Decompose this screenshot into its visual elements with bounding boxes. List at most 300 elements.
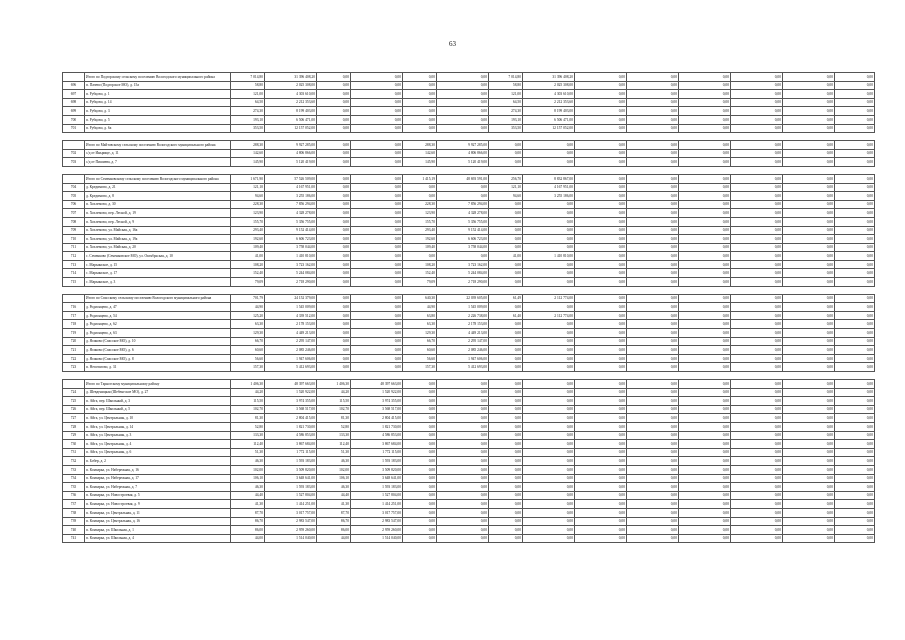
value-cell: 0,00 — [783, 303, 835, 312]
value-cell: 0,00 — [679, 397, 731, 406]
value-cell: 5 244 084,00 — [265, 269, 317, 278]
value-cell: 86,00 — [317, 526, 351, 535]
address-cell: п. Хохлемово, ул. Майская, д. 20 — [85, 243, 231, 252]
value-cell: 0,00 — [351, 354, 403, 363]
value-cell: 1 514 040,00 — [351, 534, 403, 543]
address-cell: с. Марьинское, д. 3 — [85, 278, 231, 287]
value-cell: 0,00 — [575, 294, 627, 303]
value-cell: 2 212 353,60 — [265, 98, 317, 107]
value-cell: 0,00 — [679, 158, 731, 167]
value-cell: 0,00 — [783, 294, 835, 303]
value-cell: 0,00 — [731, 149, 783, 158]
row-number-cell: 735 — [63, 483, 85, 492]
value-cell: 0,00 — [575, 363, 627, 372]
value-cell: 7 014,80 — [231, 73, 265, 82]
value-cell: 0,00 — [783, 278, 835, 287]
address-cell: п. Кончарка, ул. Набережная, д. 7 — [85, 483, 231, 492]
table-row — [63, 431, 875, 440]
value-cell: 0,00 — [679, 491, 731, 500]
value-cell: 0,00 — [627, 363, 679, 372]
value-cell: 0,00 — [575, 388, 627, 397]
value-cell: 0,00 — [627, 107, 679, 116]
value-cell: 0,00 — [437, 465, 489, 474]
value-cell: 0,00 — [679, 235, 731, 244]
address-cell: д. Родионцево, д. 62 — [85, 320, 231, 329]
value-cell: 0,00 — [679, 192, 731, 201]
value-cell: 0,00 — [575, 500, 627, 509]
value-cell: 12 157 052,00 — [523, 124, 575, 133]
value-cell: 0,00 — [731, 397, 783, 406]
value-cell: 0,00 — [523, 491, 575, 500]
value-cell: 0,00 — [351, 303, 403, 312]
value-cell: 0,00 — [489, 158, 523, 167]
value-cell: 81,30 — [231, 414, 265, 423]
value-cell: 0,00 — [523, 329, 575, 338]
address-cell: Итого по Тарногскому муниципальному району — [85, 380, 231, 389]
value-cell: 3 017 757,00 — [265, 508, 317, 517]
value-cell: 0,00 — [351, 329, 403, 338]
value-cell: 0,00 — [731, 209, 783, 218]
value-cell: 0,00 — [523, 141, 575, 150]
value-cell: 0,00 — [317, 98, 351, 107]
value-cell: 0,00 — [835, 422, 875, 431]
value-cell: 2 804 415,00 — [265, 414, 317, 423]
value-cell: 0,00 — [351, 90, 403, 99]
value-cell: 288,30 — [403, 141, 437, 150]
value-cell: 0,00 — [835, 73, 875, 82]
value-cell: 0,00 — [317, 329, 351, 338]
value-cell: 0,00 — [317, 141, 351, 150]
value-cell: 112,40 — [317, 440, 351, 449]
value-cell: 0,00 — [783, 534, 835, 543]
address-cell: п. Айга, ул. Центральная, д. 4 — [85, 440, 231, 449]
value-cell: 0,00 — [437, 483, 489, 492]
value-cell: 0,00 — [783, 200, 835, 209]
value-cell: 0,00 — [403, 508, 437, 517]
address-cell: п. Айга, ул. Центральная, д. 3 — [85, 431, 231, 440]
value-cell: 0,00 — [575, 235, 627, 244]
value-cell: 109,40 — [403, 243, 437, 252]
value-cell: 0,00 — [835, 303, 875, 312]
value-cell: 6 506 471,00 — [265, 115, 317, 124]
table-row — [63, 90, 875, 99]
section-spacer — [63, 372, 875, 380]
value-cell: 41,30 — [317, 500, 351, 509]
value-cell: 0,00 — [351, 81, 403, 90]
value-cell: 1 406,30 — [317, 380, 351, 389]
address-cell: с. Марьинское, д. 17 — [85, 269, 231, 278]
value-cell: 61,40 — [489, 311, 523, 320]
address-cell: п. Хохлемово, д. 30 — [85, 200, 231, 209]
value-cell: 0,00 — [835, 380, 875, 389]
row-number-cell: 733 — [63, 465, 85, 474]
value-cell: 0,00 — [523, 508, 575, 517]
value-cell: 0,00 — [627, 124, 679, 133]
value-cell: 94,60 — [231, 192, 265, 201]
value-cell: 0,00 — [835, 115, 875, 124]
table-row — [63, 303, 875, 312]
value-cell: 0,00 — [523, 158, 575, 167]
value-cell: 31 396 408,20 — [265, 73, 317, 82]
value-cell: 3 255 186,00 — [523, 192, 575, 201]
value-cell: 0,00 — [523, 209, 575, 218]
row-number-cell: 714 — [63, 269, 85, 278]
spacer-cell — [63, 133, 875, 141]
value-cell: 0,00 — [731, 192, 783, 201]
value-cell: 41,30 — [231, 500, 265, 509]
value-cell: 0,00 — [783, 414, 835, 423]
value-cell: 0,00 — [489, 278, 523, 287]
value-cell: 0,00 — [575, 124, 627, 133]
address-cell: п. Кончарка, ул. Набережная, д. 16 — [85, 465, 231, 474]
spacer-cell — [63, 372, 875, 380]
value-cell: 0,00 — [575, 98, 627, 107]
value-cell: 0,00 — [731, 457, 783, 466]
value-cell: 0,00 — [523, 483, 575, 492]
row-number-cell: 725 — [63, 397, 85, 406]
value-cell: 0,00 — [783, 388, 835, 397]
value-cell: 0,00 — [627, 98, 679, 107]
value-cell: 0,00 — [403, 500, 437, 509]
value-cell: 0,00 — [783, 337, 835, 346]
value-cell: 3 568 517,00 — [351, 405, 403, 414]
value-cell: 0,00 — [783, 448, 835, 457]
value-cell: 0,00 — [523, 440, 575, 449]
value-cell: 0,00 — [679, 141, 731, 150]
table-row — [63, 491, 875, 500]
address-cell: д. Ясиково (Спасское МО), д. 8 — [85, 354, 231, 363]
value-cell: 0,00 — [627, 311, 679, 320]
row-number-cell: 722 — [63, 354, 85, 363]
value-cell: 0,00 — [783, 90, 835, 99]
value-cell: 1 406,30 — [231, 380, 265, 389]
value-cell: 0,00 — [627, 158, 679, 167]
value-cell: 2 983 547,00 — [351, 517, 403, 526]
value-cell: 0,00 — [627, 465, 679, 474]
value-cell: 0,00 — [627, 474, 679, 483]
value-cell: 0,00 — [679, 465, 731, 474]
address-cell: д. Родионцево, д. 47 — [85, 303, 231, 312]
value-cell: 0,00 — [731, 217, 783, 226]
value-cell: 1 593 183,00 — [265, 483, 317, 492]
value-cell: 0,00 — [835, 388, 875, 397]
value-cell: 0,00 — [731, 465, 783, 474]
value-cell: 129,30 — [231, 329, 265, 338]
value-cell: 0,00 — [679, 337, 731, 346]
value-cell: 0,00 — [679, 388, 731, 397]
value-cell: 0,00 — [351, 337, 403, 346]
value-cell: 0,00 — [627, 209, 679, 218]
address-cell: п. Хохлемово, пер. Лесной, д. 9 — [85, 217, 231, 226]
row-number-cell: 702 — [63, 149, 85, 158]
value-cell: 0,00 — [783, 183, 835, 192]
value-cell: 0,00 — [403, 73, 437, 82]
value-cell: 0,00 — [679, 508, 731, 517]
value-cell: 0,00 — [835, 158, 875, 167]
table-row — [63, 278, 875, 287]
value-cell: 121,00 — [231, 90, 265, 99]
value-cell: 108,20 — [403, 260, 437, 269]
value-cell: 0,00 — [731, 320, 783, 329]
value-cell: 228,30 — [403, 200, 437, 209]
value-cell: 0,00 — [489, 405, 523, 414]
value-cell: 44,40 — [231, 491, 265, 500]
value-cell: 0,00 — [523, 278, 575, 287]
value-cell: 4 449 213,00 — [437, 329, 489, 338]
value-cell: 0,00 — [679, 217, 731, 226]
value-cell: 87,70 — [231, 508, 265, 517]
table-row — [63, 508, 875, 517]
value-cell: 1 410 810,00 — [523, 252, 575, 261]
address-cell: п. Айга, ул. Центральная, д. 14 — [85, 422, 231, 431]
value-cell: 0,00 — [437, 508, 489, 517]
value-cell: 0,00 — [731, 260, 783, 269]
value-cell: 0,00 — [679, 226, 731, 235]
value-cell: 66,70 — [403, 337, 437, 346]
value-cell: 0,00 — [523, 243, 575, 252]
value-cell: 0,00 — [437, 440, 489, 449]
value-cell: 133,30 — [317, 431, 351, 440]
address-cell: п. Хохлемово, пер. Лесной, д. 19 — [85, 209, 231, 218]
table-row — [63, 209, 875, 218]
value-cell: 0,00 — [627, 320, 679, 329]
value-cell: 0,00 — [489, 269, 523, 278]
value-cell: 0,00 — [575, 414, 627, 423]
value-cell: 0,00 — [351, 115, 403, 124]
table-row — [63, 363, 875, 372]
value-cell: 0,00 — [437, 380, 489, 389]
value-cell: 0,00 — [437, 115, 489, 124]
value-cell: 0,00 — [783, 500, 835, 509]
value-cell: 0,00 — [575, 243, 627, 252]
value-cell: 0,00 — [731, 294, 783, 303]
table-row — [63, 269, 875, 278]
value-cell: 192,60 — [231, 235, 265, 244]
value-cell: 0,00 — [679, 448, 731, 457]
value-cell: 3 648 641,00 — [351, 474, 403, 483]
value-cell: 0,00 — [731, 526, 783, 535]
value-cell: 0,00 — [835, 517, 875, 526]
value-cell: 0,00 — [575, 107, 627, 116]
value-cell: 0,00 — [523, 474, 575, 483]
value-cell: 0,00 — [523, 320, 575, 329]
value-cell: 0,00 — [575, 303, 627, 312]
value-cell: 0,00 — [523, 269, 575, 278]
value-cell: 0,00 — [351, 200, 403, 209]
value-cell: 86,00 — [231, 526, 265, 535]
value-cell: 0,00 — [489, 217, 523, 226]
value-cell: 0,00 — [835, 500, 875, 509]
value-cell: 46,30 — [317, 457, 351, 466]
value-cell: 0,00 — [679, 73, 731, 82]
value-cell: 0,00 — [489, 209, 523, 218]
value-cell: 0,00 — [627, 405, 679, 414]
row-number-cell: 710 — [63, 235, 85, 244]
value-cell: 0,00 — [317, 217, 351, 226]
value-cell: 0,00 — [731, 81, 783, 90]
value-cell: 0,00 — [403, 388, 437, 397]
value-cell: 0,00 — [783, 483, 835, 492]
value-cell: 44,90 — [231, 303, 265, 312]
value-cell: 0,00 — [351, 141, 403, 150]
row-number-cell: 718 — [63, 320, 85, 329]
table-row — [63, 226, 875, 235]
table-row — [63, 448, 875, 457]
value-cell: 0,00 — [489, 388, 523, 397]
value-cell: 0,00 — [575, 73, 627, 82]
value-cell: 0,00 — [835, 526, 875, 535]
subtotal-row — [63, 141, 875, 150]
value-cell: 0,00 — [575, 209, 627, 218]
row-number-cell: 703 — [63, 158, 85, 167]
value-cell: 0,00 — [523, 465, 575, 474]
address-cell: п. Айга, ул. Центральная, д. 6 — [85, 448, 231, 457]
address-cell: с. Семенково (Семенковское МО), ул. Октябрьская, д. 10 — [85, 252, 231, 261]
row-number-cell: 727 — [63, 414, 85, 423]
value-cell: 0,00 — [351, 278, 403, 287]
value-cell: 1 514 040,00 — [265, 534, 317, 543]
value-cell: 0,00 — [489, 397, 523, 406]
value-cell: 63,80 — [403, 311, 437, 320]
value-cell: 0,00 — [731, 363, 783, 372]
value-cell: 0,00 — [575, 380, 627, 389]
table-row — [63, 440, 875, 449]
value-cell: 0,00 — [437, 397, 489, 406]
value-cell: 0,00 — [835, 329, 875, 338]
value-cell: 0,00 — [575, 517, 627, 526]
address-cell: п. Кончарка, ул. Школьная, д. 4 — [85, 534, 231, 543]
value-cell: 115,50 — [317, 397, 351, 406]
value-cell: 0,00 — [679, 90, 731, 99]
value-cell: 3 568 517,00 — [265, 405, 317, 414]
value-cell: 0,00 — [731, 303, 783, 312]
value-cell: 0,00 — [731, 508, 783, 517]
value-cell: 46,30 — [231, 483, 265, 492]
value-cell: 0,00 — [783, 149, 835, 158]
value-cell: 123,90 — [231, 209, 265, 218]
value-cell: 3 974 355,00 — [351, 397, 403, 406]
value-cell: 0,00 — [731, 414, 783, 423]
value-cell: 4 806 866,00 — [437, 149, 489, 158]
value-cell: 0,00 — [351, 174, 403, 183]
value-cell: 0,00 — [679, 405, 731, 414]
value-cell: 0,00 — [679, 457, 731, 466]
register-table-container — [62, 72, 874, 543]
value-cell: 0,00 — [317, 269, 351, 278]
value-cell: 0,00 — [783, 474, 835, 483]
table-row — [63, 81, 875, 90]
value-cell: 0,00 — [679, 517, 731, 526]
value-cell: 2 718 290,00 — [265, 278, 317, 287]
row-number-cell: 715 — [63, 278, 85, 287]
value-cell: 4 303 610,00 — [523, 90, 575, 99]
value-cell: 9 152 414,00 — [437, 226, 489, 235]
value-cell: 0,00 — [835, 405, 875, 414]
value-cell: 9 927 285,00 — [437, 141, 489, 150]
value-cell: 0,00 — [317, 158, 351, 167]
address-cell: п. Пачево (Подгорское МО), д. 15а — [85, 81, 231, 90]
value-cell: 0,00 — [575, 217, 627, 226]
value-cell: 0,00 — [783, 380, 835, 389]
value-cell: 1 520 922,00 — [351, 388, 403, 397]
value-cell: 0,00 — [523, 388, 575, 397]
value-cell: 79,09 — [403, 278, 437, 287]
value-cell: 1 545 009,00 — [437, 303, 489, 312]
value-cell: 87,70 — [317, 508, 351, 517]
value-cell: 0,00 — [783, 363, 835, 372]
table-row — [63, 192, 875, 201]
value-cell: 0,00 — [351, 183, 403, 192]
table-row — [63, 483, 875, 492]
value-cell: 0,00 — [627, 397, 679, 406]
value-cell: 0,00 — [489, 303, 523, 312]
value-cell: 3 509 820,00 — [265, 465, 317, 474]
value-cell: 57 526 509,00 — [265, 174, 317, 183]
value-cell: 0,00 — [317, 149, 351, 158]
value-cell: 0,00 — [437, 192, 489, 201]
value-cell: 0,00 — [575, 158, 627, 167]
value-cell: 0,00 — [731, 346, 783, 355]
row-number-cell: 699 — [63, 107, 85, 116]
value-cell: 0,00 — [627, 141, 679, 150]
value-cell: 145,90 — [231, 158, 265, 167]
value-cell: 0,00 — [731, 448, 783, 457]
value-cell: 0,00 — [783, 508, 835, 517]
value-cell: 0,00 — [835, 124, 875, 133]
value-cell: 108,20 — [231, 260, 265, 269]
value-cell: 61,49 — [489, 294, 523, 303]
value-cell: 0,00 — [783, 397, 835, 406]
value-cell: 0,00 — [351, 217, 403, 226]
value-cell: 0,00 — [489, 380, 523, 389]
value-cell: 44,00 — [317, 534, 351, 543]
table-row — [63, 124, 875, 133]
value-cell: 0,00 — [627, 534, 679, 543]
value-cell: 0,00 — [317, 303, 351, 312]
value-cell: 1 414 251,00 — [351, 500, 403, 509]
value-cell: 0,00 — [575, 269, 627, 278]
value-cell: 125,20 — [231, 311, 265, 320]
value-cell: 0,00 — [575, 320, 627, 329]
table-row — [63, 534, 875, 543]
value-cell: 0,00 — [783, 422, 835, 431]
value-cell: 0,00 — [523, 397, 575, 406]
value-cell: 0,00 — [403, 414, 437, 423]
value-cell: 701,79 — [231, 294, 265, 303]
value-cell: 0,00 — [731, 158, 783, 167]
value-cell: 0,00 — [489, 491, 523, 500]
value-cell: 0,00 — [783, 329, 835, 338]
value-cell: 64,50 — [489, 98, 523, 107]
value-cell: 0,00 — [627, 500, 679, 509]
value-cell: 3 648 641,00 — [265, 474, 317, 483]
row-number-cell: 706 — [63, 200, 85, 209]
subtotal-row — [63, 380, 875, 389]
address-cell: п. Рубцово, д. 3 — [85, 107, 231, 116]
value-cell: 3 723 162,00 — [437, 260, 489, 269]
value-cell: 48 693 591,00 — [437, 174, 489, 183]
value-cell: 0,00 — [317, 278, 351, 287]
value-cell: 1 410 810,00 — [265, 252, 317, 261]
value-cell: 4 449 213,00 — [265, 329, 317, 338]
value-cell: 0,00 — [627, 115, 679, 124]
value-cell: 4 339 512,00 — [265, 311, 317, 320]
row-number-cell — [63, 141, 85, 150]
value-cell: 0,00 — [351, 320, 403, 329]
value-cell: 0,00 — [437, 388, 489, 397]
value-cell: 152,40 — [231, 269, 265, 278]
address-cell: с. Марьинское, д. 15 — [85, 260, 231, 269]
